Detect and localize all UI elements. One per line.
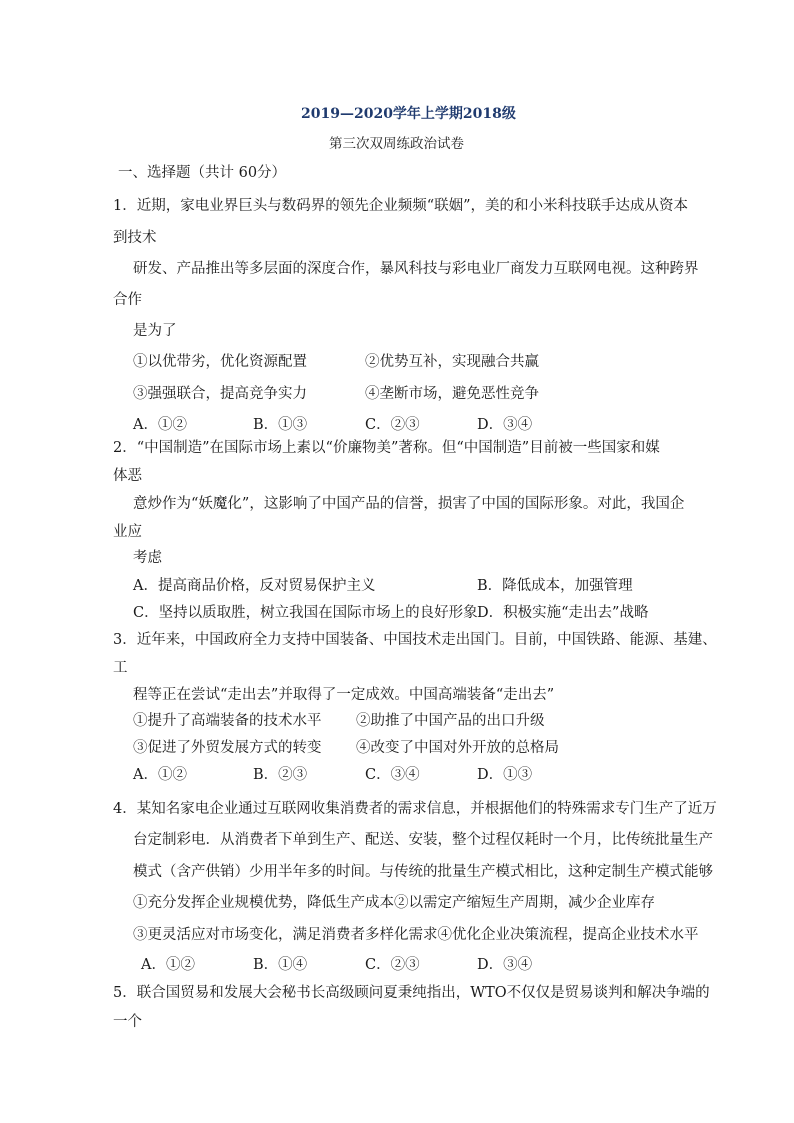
- q1-statement-4: ④垄断市场，避免恶性竞争: [365, 386, 539, 402]
- q2-option-a: A．提高商品价格，反对贸易保护主义: [133, 578, 376, 594]
- q4-line-2: 台定制彩电．从消费者下单到生产、配送、安装，整个过程仅耗时一个月，比传统批量生产: [133, 832, 713, 848]
- q4-line-4: ①充分发挥企业规模优势，降低生产成本②以需定产缩短生产周期，减少企业库存: [133, 895, 655, 911]
- q2-line-4: 业应: [113, 524, 142, 540]
- q5-line-1: 5．联合国贸易和发展大会秘书长高级顾问夏秉纯指出，WTO不仅仅是贸易谈判和解决争端的: [113, 985, 710, 1001]
- q3-statement-1: ①提升了高端装备的技术水平: [133, 713, 322, 729]
- q1-option-d: D．③④: [477, 417, 533, 433]
- q1-line-1: 1．近期，家电业界巨头与数码界的领先企业频频“联姻”，美的和小米科技联手达成从资本: [113, 198, 689, 214]
- q3-option-a: A．①②: [133, 767, 187, 783]
- exam-title: 2019—2020学年上学期2018级: [301, 106, 516, 122]
- q3-line-3: 程等正在尝试“走出去”并取得了一定成效。中国高端装备“走出去”: [133, 687, 555, 703]
- q1-line-2: 到技术: [113, 230, 157, 246]
- q4-line-1: 4．某知名家电企业通过互联网收集消费者的需求信息，并根据他们的特殊需求专门生产了近万: [113, 801, 717, 817]
- q1-line-3: 研发、产品推出等多层面的深度合作，暴风科技与彩电业厂商发力互联网电视。这种跨界: [133, 261, 699, 277]
- q3-statement-4: ④改变了中国对外开放的总格局: [356, 740, 559, 756]
- q2-line-3: 意炒作为“妖魔化”，这影响了中国产品的信誉，损害了中国的国际形象。对此，我国企: [133, 496, 685, 512]
- q3-statement-3: ③促进了外贸发展方式的转变: [133, 740, 322, 756]
- q1-option-c: C．②③: [365, 417, 420, 433]
- q1-statement-1: ①以优带劣，优化资源配置: [133, 354, 307, 370]
- q3-option-b: B．②③: [253, 767, 308, 783]
- q2-line-5: 考虑: [133, 550, 162, 566]
- q1-line-5: 是为了: [133, 323, 177, 339]
- q4-option-c: C．②③: [365, 957, 420, 973]
- q4-option-a: A．①②: [141, 957, 195, 973]
- q3-line-1: 3．近年来，中国政府全力支持中国装备、中国技术走出国门。目前，中国铁路、能源、基建、: [113, 632, 717, 648]
- q4-option-d: D．③④: [477, 957, 533, 973]
- q2-line-2: 体恶: [113, 468, 142, 484]
- q3-statement-2: ②助推了中国产品的出口升级: [356, 713, 545, 729]
- q1-line-4: 合作: [113, 292, 142, 308]
- q3-option-c: C．③④: [365, 767, 420, 783]
- q5-line-2: 一个: [113, 1014, 142, 1030]
- q4-line-5: ③更灵活应对市场变化，满足消费者多样化需求④优化企业决策流程，提高企业技术水平: [133, 927, 699, 943]
- q3-line-2: 工: [113, 660, 128, 676]
- q3-option-d: D．①③: [477, 767, 533, 783]
- q2-option-b: B．降低成本，加强管理: [477, 578, 633, 594]
- q1-statement-3: ③强强联合，提高竞争实力: [133, 386, 307, 402]
- exam-subtitle: 第三次双周练政治试卷: [329, 136, 464, 152]
- q1-option-b: B．①③: [253, 417, 308, 433]
- q4-line-3: 模式（含产供销）少用半年多的时间。与传统的批量生产模式相比，这种定制生产模式能够: [133, 864, 713, 880]
- section-heading: 一、选择题（共计 60分）: [118, 165, 287, 181]
- q4-option-b: B．①④: [253, 957, 308, 973]
- q1-statement-2: ②优势互补，实现融合共赢: [365, 354, 539, 370]
- q2-option-d: D．积极实施“走出去”战略: [477, 605, 649, 621]
- q2-option-c: C．坚持以质取胜，树立我国在国际市场上的良好形象: [133, 605, 478, 621]
- q2-line-1: 2．“中国制造”在国际市场上素以“价廉物美”著称。但“中国制造”目前被一些国家和媒: [113, 440, 660, 456]
- q1-option-a: A．①②: [133, 417, 187, 433]
